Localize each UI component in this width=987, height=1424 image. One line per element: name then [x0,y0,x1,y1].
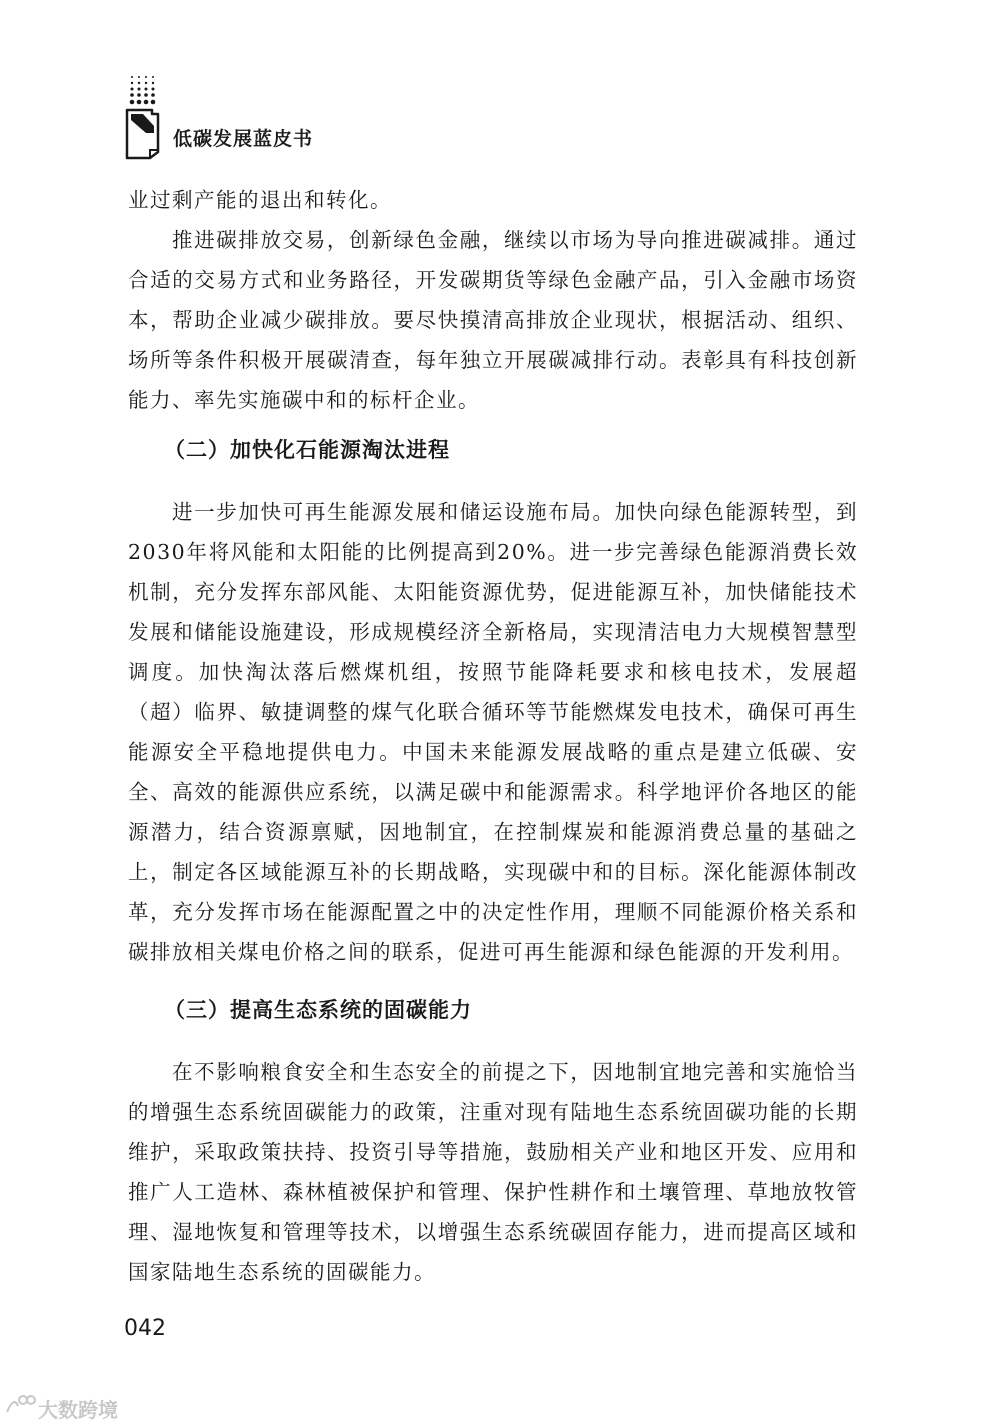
dot-pattern-icon [128,74,160,108]
paragraph-carbon-trading: 推进碳排放交易，创新绿色金融，继续以市场为导向推进碳减排。通过合适的交易方式和业务路径，开发碳期货等绿色金融产品，引入金融市场资本，帮助企业减少碳排放。要尽快摸清高排放企业现状，根据活动、组织、场所等条件积极开展碳清查，每年独立开展碳减排行动。表彰具有科技创新能力、率先实施碳中和的标杆企业。 [128,228,858,412]
paragraph-renewable-energy: 进一步加快可再生能源发展和储运设施布局。加快向绿色能源转型，到2030年将风能和太阳能的比例提高到20%。进一步完善绿色能源消费长效机制，充分发挥东部风能、太阳能资源优势，促进能源互补，加快储能技术发展和储能设施建设，形成规模经济全新格局，实现清洁电力大规模智慧型调度。加快淘汰落后燃煤机组，按照节能降耗要求和核电技术，发展超（超）临界、敏捷调整的煤气化联合循环等节能燃煤发电技术，确保可再生能源安全平稳地提供电力。中国未来能源发展战略的重点是建立低碳、安全、高效的能源供应系统，以满足碳中和能源需求。科学地评价各地区的能源潜力，结合资源禀赋，因地制宜，在控制煤炭和能源消费总量的基础之上，制定各区域能源互补的长期战略，实现碳中和的目标。深化能源体制改革，充分发挥市场在能源配置之中的决定性作用，理顺不同能源价格关系和碳排放相关煤电价格之间的联系，促进可再生能源和绿色能源的开发利用。 [128,500,858,964]
page-number: 042 [124,1316,166,1341]
paragraph-ecosystem-carbon: 在不影响粮食安全和生态安全的前提之下，因地制宜地完善和实施恰当的增强生态系统固碳能力的政策，注重对现有陆地生态系统固碳功能的长期维护，采取政策扶持、投资引导等措施，鼓励相关产业和地区开发、应用和推广人工造林、森林植被保护和管理、保护性耕作和土壤管理、草地放牧管理、湿地恢复和管理等技术，以增强生态系统碳固存能力，进而提高区域和国家陆地生态系统的固碳能力。 [128,1060,858,1284]
section-heading-carbon-sequestration: （三）提高生态系统的固碳能力 [164,998,472,1022]
watermark [4,1390,144,1420]
page-content [128,180,858,1310]
watermark-text: 大数跨境 [38,1398,118,1422]
section-heading-fossil-energy: （二）加快化石能源淘汰进程 [164,438,450,462]
book-icon [124,108,162,160]
book-title: 低碳发展蓝皮书 [173,128,314,150]
page-header [124,74,424,160]
watermark-logo-icon [4,1392,36,1416]
paragraph-continued: 业过剩产能的退出和转化。 [128,188,392,212]
